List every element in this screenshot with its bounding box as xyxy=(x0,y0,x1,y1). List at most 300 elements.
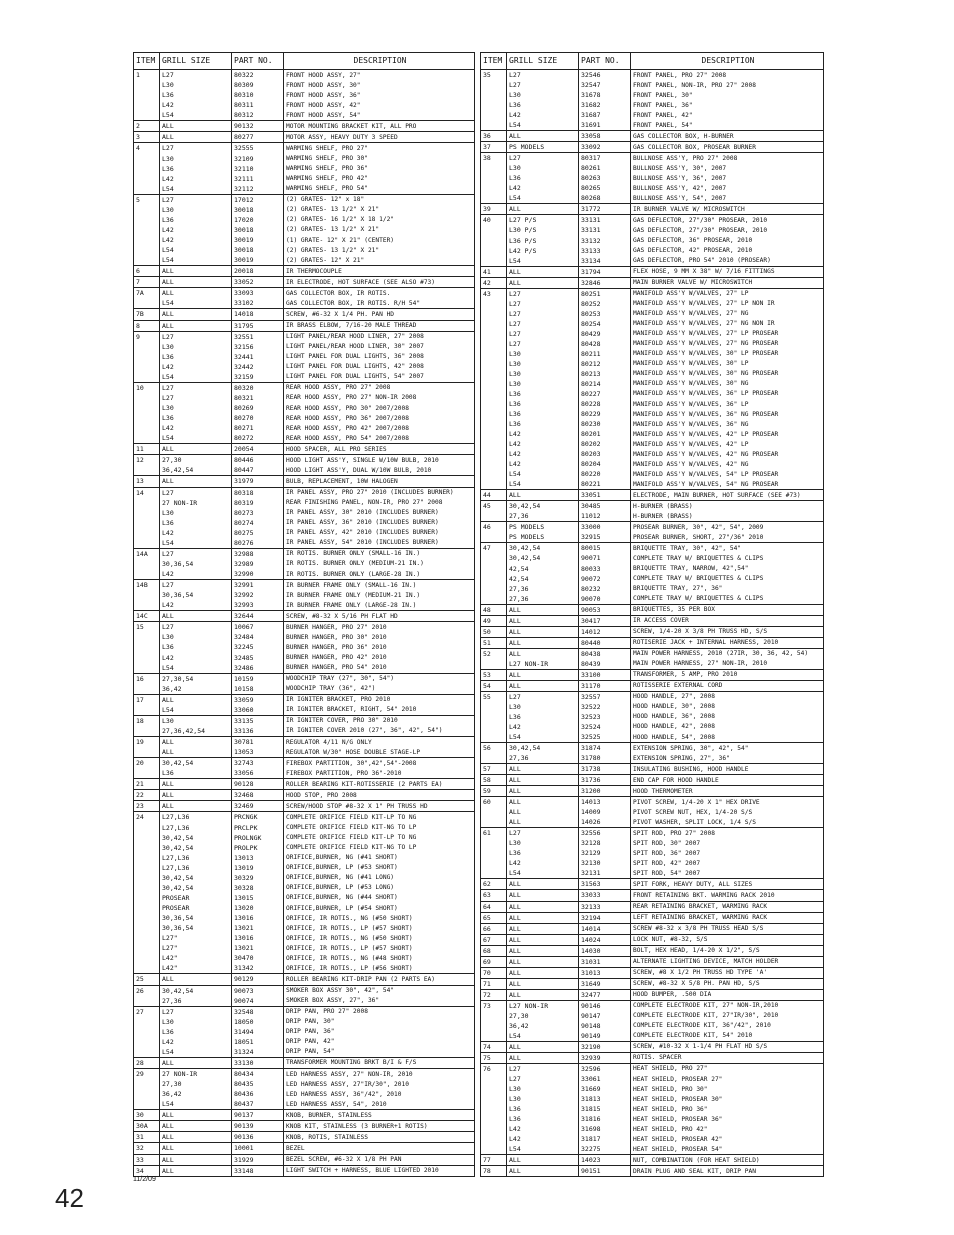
cell-grill-size: ALL xyxy=(160,309,232,319)
cell-item xyxy=(481,659,507,669)
cell-part-no: 80438 xyxy=(579,649,631,659)
table-row xyxy=(481,277,823,288)
cell-part-no: 31874 xyxy=(579,743,631,753)
cell-item: 69 xyxy=(481,957,507,967)
cell-description: GAS DEFLECTOR, 36" PROSEAR, 2010 xyxy=(633,237,753,245)
cell-part-no: 90148 xyxy=(579,1021,631,1031)
table-row xyxy=(134,933,474,943)
cell-part-no: 32522 xyxy=(579,702,631,712)
cell-grill-size: ALL xyxy=(507,817,579,827)
cell-grill-size: 27 NON-IR xyxy=(160,498,232,508)
cell-part-no: 14013 xyxy=(579,797,631,807)
cell-grill-size: ALL xyxy=(507,670,579,680)
cell-grill-size: L54 xyxy=(507,193,579,203)
table-row xyxy=(134,1099,474,1109)
cell-grill-size: ALL xyxy=(160,790,232,800)
table-row xyxy=(481,369,823,379)
table-row xyxy=(134,265,474,276)
table-row xyxy=(134,1089,474,1099)
table-row xyxy=(134,433,474,443)
table-row xyxy=(481,1134,823,1144)
table-row xyxy=(134,1165,474,1176)
cell-part-no: 32131 xyxy=(579,868,631,878)
cell-part-no: 30018 xyxy=(232,245,284,255)
cell-item xyxy=(481,90,507,100)
table-row xyxy=(134,1079,474,1089)
table-row xyxy=(481,732,823,742)
cell-description: LED HARNESS ASSY, 54", 2010 xyxy=(286,1100,387,1108)
table-row xyxy=(134,736,474,747)
table-row xyxy=(134,90,474,100)
cell-part-no: 31678 xyxy=(579,90,631,100)
cell-description: SCREW #8-32 x 3/8 PH TRUSS HEAD S/S xyxy=(633,925,764,933)
cell-description: FRONT HOOD ASSY, 30" xyxy=(286,81,361,89)
cell-part-no: 31687 xyxy=(579,110,631,120)
cell-part-no: 10159 xyxy=(232,674,284,684)
cell-grill-size: L30 xyxy=(507,90,579,100)
table-row xyxy=(481,868,823,878)
table-row xyxy=(134,632,474,642)
cell-description: BULLNOSE ASS'Y, 36", 2007 xyxy=(633,174,727,182)
cell-part-no: 17020 xyxy=(232,215,284,225)
cell-grill-size: ALL xyxy=(160,779,232,789)
cell-part-no: 31979 xyxy=(232,476,284,486)
cell-item xyxy=(134,393,160,403)
cell-description: BRIQUETTE TRAY, 30", 42", 54" xyxy=(633,544,742,552)
table-row xyxy=(481,70,823,80)
cell-item xyxy=(481,1031,507,1041)
cell-grill-size: L27 xyxy=(507,153,579,163)
cell-description: FRONT PANEL, 30" xyxy=(633,91,693,99)
cell-item: 50 xyxy=(481,627,507,637)
cell-description: BULLNOSE ASS'Y, PRO 27" 2008 xyxy=(633,154,738,162)
cell-description: COMPLETE ELECTRODE KIT, 36"/42", 2010 xyxy=(633,1022,771,1030)
table-row xyxy=(134,778,474,789)
cell-grill-size: L30 xyxy=(160,205,232,215)
cell-item xyxy=(481,1134,507,1144)
cell-item xyxy=(134,963,160,973)
cell-description: BURNER HANGER, PRO 36" 2010 xyxy=(286,643,387,651)
table-row xyxy=(134,548,474,559)
table-row xyxy=(134,996,474,1006)
cell-grill-size: L27,L36 xyxy=(160,863,232,873)
table-row xyxy=(134,768,474,778)
table-row xyxy=(134,331,474,342)
cell-grill-size: L30 xyxy=(507,838,579,848)
table-row xyxy=(134,184,474,194)
cell-item xyxy=(481,256,507,266)
cell-description: FRONT HOOD ASSY, 36" xyxy=(286,91,361,99)
cell-description: PROSEAR BURNER, SHORT, 27"/36" 2010 xyxy=(633,533,764,541)
cell-item: 49 xyxy=(481,616,507,626)
cell-part-no: 33100 xyxy=(579,670,631,680)
cell-part-no: 33131 xyxy=(579,225,631,235)
cell-grill-size: 30,36,54 xyxy=(160,590,232,600)
cell-grill-size: L54 xyxy=(160,245,232,255)
cell-description: COMPLETE TRAY W/ BRIQUETTES & CLIPS xyxy=(633,575,764,583)
table-row xyxy=(481,409,823,419)
cell-grill-size: 30,42,54 xyxy=(507,743,579,753)
table-row xyxy=(134,298,474,308)
cell-grill-size: ALL xyxy=(507,1042,579,1052)
cell-grill-size: L42 xyxy=(160,653,232,663)
cell-part-no: PRCNGK xyxy=(232,812,284,822)
cell-grill-size: L30 xyxy=(507,702,579,712)
cell-grill-size: 30,42,54 xyxy=(160,833,232,843)
cell-grill-size: ALL xyxy=(507,649,579,659)
cell-description: IR PANEL ASSY, 36" 2010 (INCLUDES BURNER) xyxy=(286,519,439,527)
cell-description: MANIFOLD ASS'Y W/VALVES, 42" NG xyxy=(633,460,749,468)
cell-item xyxy=(134,996,160,1006)
cell-item: 52 xyxy=(481,649,507,659)
table-row xyxy=(134,1017,474,1027)
cell-item xyxy=(134,653,160,663)
table-row xyxy=(134,590,474,600)
cell-part-no: 80277 xyxy=(232,132,284,142)
cell-description: ELECTRODE, MAIN BURNER, HOT SURFACE (SEE #73) xyxy=(633,491,801,499)
cell-description: HOOD LIGHT ASS'Y, SINGLE W/10W BULB, 2010 xyxy=(286,456,439,464)
cell-item: 34 xyxy=(134,1166,160,1176)
cell-item xyxy=(481,1074,507,1084)
table-header xyxy=(134,53,474,70)
cell-part-no: 31649 xyxy=(579,979,631,989)
table-row xyxy=(134,673,474,684)
cell-description: IR PANEL ASSY, PRO 27" 2010 (INCLUDES BURNER) xyxy=(286,489,454,497)
cell-item xyxy=(481,309,507,319)
table-row xyxy=(134,726,474,736)
cell-grill-size: L42 xyxy=(160,225,232,235)
table-row xyxy=(481,225,823,235)
cell-description: LIGHT PANEL/REAR HOOD LINER, 27" 2008 xyxy=(286,333,424,341)
cell-item: 75 xyxy=(481,1053,507,1063)
cell-part-no: 80276 xyxy=(232,538,284,548)
cell-description: HEAT SHIELD, PRO 27" xyxy=(633,1065,708,1073)
cell-description: BEZEL xyxy=(286,1144,305,1152)
cell-grill-size: PS MODELS xyxy=(507,522,579,532)
cell-part-no: 32915 xyxy=(579,532,631,542)
cell-grill-size: PROSEAR xyxy=(160,893,232,903)
header-grill-size: GRILL SIZE xyxy=(507,53,579,69)
table-row xyxy=(481,469,823,479)
cell-description: GAS COLLECTOR BOX, PROSEAR BURNER xyxy=(633,143,756,151)
cell-description: EXTENSION SPRING, 27", 36" xyxy=(633,754,730,762)
cell-item xyxy=(481,868,507,878)
table-row xyxy=(481,173,823,183)
table-row xyxy=(134,225,474,235)
table-row xyxy=(481,521,823,532)
cell-description: FRONT HOOD ASSY, 54" xyxy=(286,111,361,119)
cell-item: 51 xyxy=(481,638,507,648)
cell-item xyxy=(134,883,160,893)
cell-part-no: 80252 xyxy=(579,299,631,309)
cell-item xyxy=(134,538,160,548)
cell-grill-size: L42 xyxy=(160,362,232,372)
cell-grill-size: 27,30 xyxy=(507,1011,579,1021)
cell-grill-size: ALL xyxy=(507,605,579,615)
cell-item: 14 xyxy=(134,488,160,498)
cell-grill-size: ALL xyxy=(507,786,579,796)
cell-item: 56 xyxy=(481,743,507,753)
table-row xyxy=(134,653,474,663)
cell-grill-size: L27 xyxy=(160,580,232,590)
table-row xyxy=(134,705,474,715)
cell-item: 44 xyxy=(481,490,507,500)
cell-description: IR IGNITER BRACKET, RIGHT, 54" 2010 xyxy=(286,706,417,714)
table-row xyxy=(481,1074,823,1084)
cell-item xyxy=(481,702,507,712)
cell-part-no: 33056 xyxy=(232,768,284,778)
cell-description: FRONT HOOD ASSY, 27" xyxy=(286,71,361,79)
cell-item xyxy=(481,236,507,246)
cell-part-no: 33061 xyxy=(579,1074,631,1084)
cell-description: (1) GRATE- 12" X 21" (CENTER) xyxy=(286,236,395,244)
cell-part-no: 90070 xyxy=(579,594,631,604)
cell-grill-size: ALL xyxy=(160,277,232,287)
cell-part-no: 13016 xyxy=(232,933,284,943)
cell-description: DRIP PAN, 54" xyxy=(286,1048,335,1056)
table-row xyxy=(134,1068,474,1079)
cell-description: IR ACCESS COVER xyxy=(633,617,689,625)
table-row xyxy=(134,559,474,569)
cell-part-no: 13020 xyxy=(232,903,284,913)
cell-description: SMOKER BOX ASSY 30", 42", 54" xyxy=(286,987,395,995)
table-row xyxy=(134,205,474,215)
cell-part-no: 31736 xyxy=(579,775,631,785)
cell-description: NUT, COMBINATION (FOR HEAT SHIELD) xyxy=(633,1156,760,1164)
cell-grill-size: ALL xyxy=(160,1132,232,1142)
cell-part-no: 32190 xyxy=(579,1042,631,1052)
table-row xyxy=(134,443,474,454)
cell-item: 46 xyxy=(481,522,507,532)
cell-part-no: 31815 xyxy=(579,1104,631,1114)
cell-grill-size: ALL xyxy=(160,801,232,811)
cell-grill-size: ALL xyxy=(160,321,232,331)
cell-part-no: 80270 xyxy=(232,413,284,423)
cell-item: 28 xyxy=(134,1058,160,1068)
cell-grill-size: L42 xyxy=(507,110,579,120)
cell-description: DRIP PAN, 36" xyxy=(286,1028,335,1036)
table-row xyxy=(134,1057,474,1068)
cell-description: HOOD HANDLE, 27", 2008 xyxy=(633,693,715,701)
cell-grill-size: L36 xyxy=(507,1104,579,1114)
cell-part-no: 32743 xyxy=(232,758,284,768)
cell-item xyxy=(134,433,160,443)
cell-part-no: 80229 xyxy=(579,409,631,419)
cell-description: MAIN POWER HARNESS, 2010 (27IR, 30, 36, 42, 54) xyxy=(633,650,809,658)
table-row xyxy=(134,953,474,963)
cell-grill-size: L30 xyxy=(507,1084,579,1094)
cell-description: REAR FINISHING PANEL, NON-IR, PRO 27" 2008 xyxy=(286,499,443,507)
cell-item: 13 xyxy=(134,476,160,486)
table-row xyxy=(134,164,474,174)
cell-description: LEFT RETAINING BRACKET, WARMING RACK xyxy=(633,914,768,922)
cell-description: ROLLER BEARING KIT-DRIP PAN (2 PARTS EA) xyxy=(286,975,436,983)
cell-grill-size: L27 xyxy=(160,332,232,342)
table-row xyxy=(481,978,823,989)
cell-part-no: 80261 xyxy=(579,163,631,173)
table-row xyxy=(134,1109,474,1120)
cell-part-no: 31324 xyxy=(232,1047,284,1057)
cell-part-no: 32468 xyxy=(232,790,284,800)
cell-part-no: 33132 xyxy=(579,236,631,246)
cell-grill-size: L27 xyxy=(160,143,232,153)
cell-item: 42 xyxy=(481,278,507,288)
cell-grill-size: L36 xyxy=(507,712,579,722)
table-row xyxy=(134,538,474,548)
cell-grill-size: 27,36 xyxy=(507,753,579,763)
cell-item xyxy=(481,110,507,120)
cell-part-no: 80428 xyxy=(579,339,631,349)
cell-part-no: 31698 xyxy=(579,1124,631,1134)
cell-part-no: 80436 xyxy=(232,1089,284,1099)
cell-grill-size: L27 xyxy=(507,299,579,309)
cell-grill-size: L27 xyxy=(507,289,579,299)
cell-part-no: 32156 xyxy=(232,342,284,352)
cell-item xyxy=(481,564,507,574)
cell-item: 20 xyxy=(134,758,160,768)
cell-item xyxy=(481,183,507,193)
table-row xyxy=(481,489,823,500)
cell-part-no: 90128 xyxy=(232,779,284,789)
table-row xyxy=(481,923,823,934)
table-row xyxy=(134,382,474,393)
cell-grill-size: L54 xyxy=(507,868,579,878)
cell-part-no: 32112 xyxy=(232,184,284,194)
cell-description: HOOD SPACER, ALL PRO SERIES xyxy=(286,445,387,453)
cell-description: IR THERMOCOUPLE xyxy=(286,267,342,275)
cell-description: MANIFOLD ASS'Y W/VALVES, 54" LP PROSEAR xyxy=(633,470,779,478)
cell-description: SCREW, #8-32 X 5/16 PH FLAT HD xyxy=(286,612,398,620)
cell-item: 19 xyxy=(134,737,160,747)
cell-item xyxy=(134,362,160,372)
cell-item: 53 xyxy=(481,670,507,680)
cell-part-no: 32133 xyxy=(579,902,631,912)
cell-grill-size: ALL xyxy=(160,974,232,984)
cell-part-no: 32159 xyxy=(232,372,284,382)
cell-grill-size: L27 xyxy=(160,1007,232,1017)
cell-grill-size: L30 xyxy=(160,508,232,518)
cell-part-no: 80429 xyxy=(579,329,631,339)
table-row xyxy=(481,1063,823,1074)
table-row xyxy=(481,848,823,858)
cell-item xyxy=(481,419,507,429)
cell-grill-size: ALL xyxy=(507,764,579,774)
cell-item: 22 xyxy=(134,790,160,800)
cell-grill-size: L54 xyxy=(160,110,232,120)
cell-item xyxy=(134,893,160,903)
cell-grill-size: L36 xyxy=(507,848,579,858)
cell-grill-size: L54 xyxy=(160,1099,232,1109)
cell-part-no: 11012 xyxy=(579,511,631,521)
cell-description: (2) GRATES- 12" x 18" xyxy=(286,196,365,204)
cell-grill-size: ALL xyxy=(507,131,579,141)
cell-grill-size: ALL xyxy=(160,737,232,747)
table-row xyxy=(481,796,823,807)
cell-item xyxy=(134,154,160,164)
cell-part-no: 90146 xyxy=(579,1001,631,1011)
table-row xyxy=(481,1031,823,1041)
cell-item: 14B xyxy=(134,580,160,590)
cell-grill-size: L27 xyxy=(507,80,579,90)
cell-description: COMPLETE TRAY W/ BRIQUETTES & CLIPS xyxy=(633,595,764,603)
cell-item xyxy=(134,164,160,174)
cell-description: IR ELECTRODE, HOT SURFACE (SEE ALSO #73) xyxy=(286,278,436,286)
cell-grill-size: L27 xyxy=(507,70,579,80)
cell-grill-size: ALL xyxy=(160,611,232,621)
cell-part-no: 30019 xyxy=(232,235,284,245)
table-row xyxy=(481,329,823,339)
cell-item xyxy=(481,1124,507,1134)
table-row xyxy=(481,90,823,100)
cell-part-no: 31772 xyxy=(579,204,631,214)
cell-description: ORIFICE, IR ROTIS., LP (#57 SHORT) xyxy=(286,924,413,932)
table-row xyxy=(134,684,474,694)
cell-item xyxy=(134,833,160,843)
table-row xyxy=(481,1094,823,1104)
table-body xyxy=(481,70,823,1176)
cell-description: HEAT SHIELD, PROSEAR 30" xyxy=(633,1095,723,1103)
table-row xyxy=(481,1021,823,1031)
table-row xyxy=(481,1144,823,1154)
cell-part-no: 32551 xyxy=(232,332,284,342)
table-row xyxy=(481,901,823,912)
cell-grill-size: 36,42 xyxy=(160,1089,232,1099)
cell-part-no: 10067 xyxy=(232,622,284,632)
cell-item xyxy=(481,173,507,183)
cell-description: MANIFOLD ASS'Y W/VALVES, 27" LP xyxy=(633,290,749,298)
cell-grill-size: L30 P/S xyxy=(507,225,579,235)
cell-item xyxy=(134,423,160,433)
cell-grill-size: ALL xyxy=(507,924,579,934)
table-row xyxy=(481,712,823,722)
cell-description: KNOB, BURNER, STAINLESS xyxy=(286,1111,372,1119)
cell-description: GAS COLLECTOR BOX, IR ROTIS. xyxy=(286,289,391,297)
cell-part-no: 32939 xyxy=(579,1053,631,1063)
cell-grill-size: L36 xyxy=(507,409,579,419)
cell-grill-size: 30,42,54 xyxy=(160,758,232,768)
cell-description: WOODCHIP TRAY (36", 42") xyxy=(286,685,376,693)
cell-grill-size: L27 xyxy=(160,488,232,498)
cell-grill-size: L27,L36 xyxy=(160,812,232,822)
cell-part-no: 13021 xyxy=(232,923,284,933)
cell-part-no: 31669 xyxy=(579,1084,631,1094)
cell-grill-size: ALL xyxy=(160,1121,232,1131)
cell-item xyxy=(481,369,507,379)
table-row xyxy=(134,833,474,843)
cell-part-no: 80439 xyxy=(579,659,631,669)
cell-item: 16 xyxy=(134,674,160,684)
cell-part-no: 80273 xyxy=(232,508,284,518)
table-row xyxy=(134,508,474,518)
table-row xyxy=(481,858,823,868)
cell-item xyxy=(481,594,507,604)
cell-grill-size: ALL xyxy=(507,902,579,912)
cell-part-no: 32469 xyxy=(232,801,284,811)
table-row xyxy=(134,352,474,362)
cell-item xyxy=(134,413,160,423)
cell-grill-size: 27,36 xyxy=(507,584,579,594)
cell-grill-size: 42,54 xyxy=(507,564,579,574)
cell-part-no: 32525 xyxy=(579,732,631,742)
cell-description: GAS DEFLECTOR, 27"/30" PROSEAR, 2010 xyxy=(633,216,768,224)
cell-part-no: 32547 xyxy=(579,80,631,90)
cell-description: REAR HOOD ASSY, PRO 42" 2007/2008 xyxy=(286,424,409,432)
cell-part-no: 32477 xyxy=(579,990,631,1000)
header-part-no: PART NO. xyxy=(232,53,284,69)
cell-description: HEAT SHIELD, PRO 30" xyxy=(633,1085,708,1093)
header-description: DESCRIPTION xyxy=(701,56,755,65)
cell-item xyxy=(134,705,160,715)
